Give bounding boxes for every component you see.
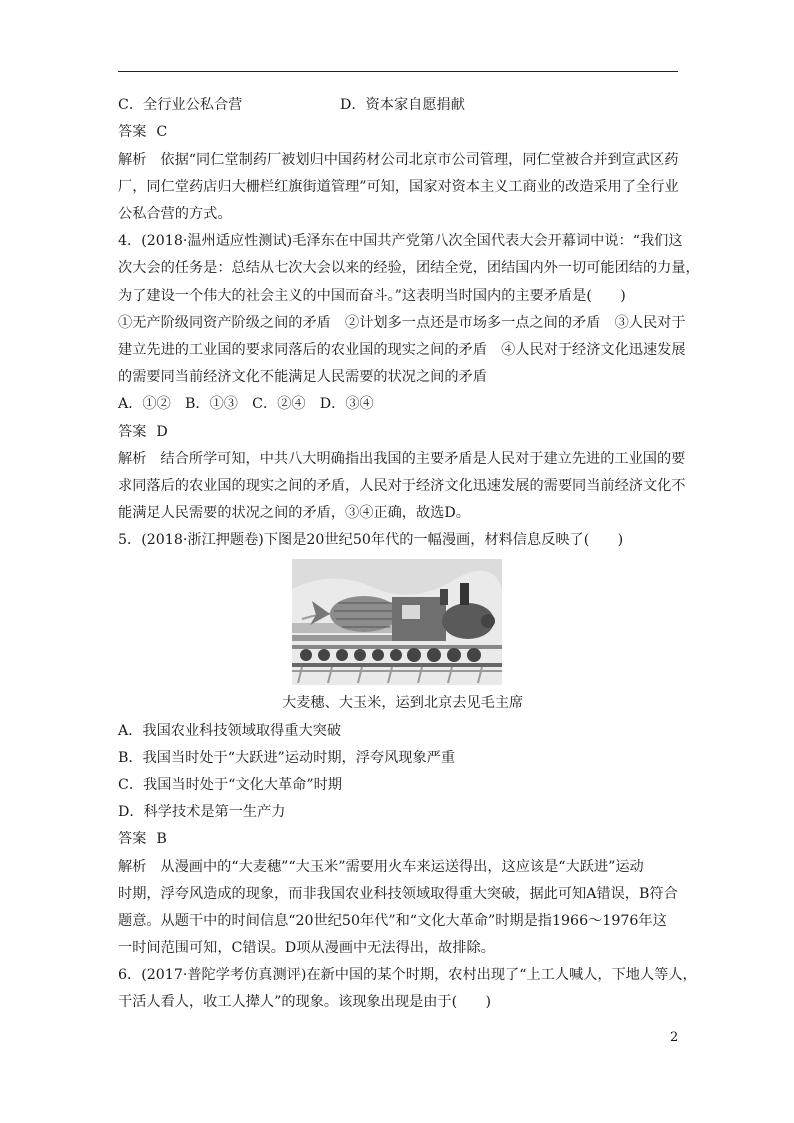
explanation-text: 结合所学可知，中共八大明确指出我国的主要矛盾是人民对于建立先进的工业国的要	[160, 451, 686, 467]
explanation-text: 依据“同仁堂制药厂被划归中国药材公司北京市公司管理，同仁堂被合并到宣武区药	[160, 152, 679, 168]
answer-value: C	[156, 124, 168, 140]
explanation-label: 解析	[118, 451, 147, 467]
q5-option-a: A．我国农业科技领域取得重大突破	[118, 723, 342, 739]
q4-explanation-line: 求同落后的农业国的现实之间的矛盾，人民对于经济文化迅速发展的需要同当前经济文化不	[118, 478, 686, 494]
q5-explanation-line: 一时间范围可知，C错误。D项从漫画中无法得出，故排除。	[118, 940, 495, 956]
q4-answer	[118, 422, 168, 442]
q5-stem: 5．(2018·浙江押题卷)下图是20世纪50年代的一幅漫画，材料信息反映了( )	[118, 532, 624, 548]
q3-explanation-line: 厂，同仁堂药店归大栅栏红旗街道管理”可知，国家对资本主义工商业的改造采用了全行业	[118, 179, 679, 195]
q3-explanation-line	[118, 150, 678, 170]
q5-option-d: D．科学技术是第一生产力	[118, 804, 286, 820]
q5-explanation-line: 时期，浮夸风造成的现象，而非我国农业科技领域取得重大突破，据此可知A错误，B符合	[118, 886, 678, 902]
explanation-label: 解析	[118, 152, 147, 168]
q5-explanation-line: 题意。从题干中的时间信息“20世纪50年代”和“文化大革命”时期是指1966～1976年这	[118, 913, 667, 929]
q6-stem-line: 6．(2017·普陀学考仿真测评)在新中国的某个时期，农村出现了“上工人喊人，下地人等人，	[118, 967, 697, 983]
q3-option-d: D．资本家自愿捐献	[340, 97, 465, 113]
q4-stem-line: 4．(2018·温州适应性测试)毛泽东在中国共产党第八次全国代表大会开幕词中说：“我们这	[118, 233, 683, 249]
q6-stem-line: 干活人看人，收工人撵人”的现象。该现象出现是由于( )	[118, 994, 492, 1010]
page-number: 2	[670, 1030, 679, 1045]
q4-item-line: ①无产阶级同资产阶级之间的矛盾 ②计划多一点还是市场多一点之间的矛盾 ③人民对于	[118, 315, 686, 331]
cartoon-caption: 大麦穗、大玉米，运到北京去见毛主席	[282, 695, 524, 711]
q5-option-c: C．我国当时处于“文化大革命”时期	[118, 777, 342, 793]
q4-stem-line: 次大会的任务是：总结从七次大会以来的经验，团结全党，团结国内外一切可能团结的力量，	[118, 260, 700, 276]
q5-option-b: B．我国当时处于“大跃进”运动时期，浮夸风现象严重	[118, 750, 456, 766]
q3-answer	[118, 122, 167, 142]
q5-explanation-line	[118, 857, 644, 877]
q4-item-line: 的需要同当前经济文化不能满足人民需要的状况之间的矛盾	[118, 369, 487, 385]
explanation-label: 解析	[118, 859, 147, 875]
q4-options: A．①② B．①③ C．②④ D．③④	[118, 396, 374, 412]
q4-explanation-line: 能满足人民需要的状况之间的矛盾，③④正确，故选D。	[118, 505, 470, 521]
q4-stem-line: 为了建设一个伟大的社会主义的中国而奋斗。”这表明当时国内的主要矛盾是( )	[118, 288, 626, 304]
q3-options-row	[118, 95, 465, 115]
answer-value: D	[156, 424, 168, 440]
answer-value: B	[156, 831, 167, 847]
answer-label: 答案	[118, 424, 147, 440]
answer-label: 答案	[118, 124, 147, 140]
cartoon-image	[292, 559, 502, 685]
explanation-text: 从漫画中的“大麦穗”“大玉米”需要用火车来运送得出，这应该是“大跃进”运动	[160, 859, 644, 875]
q5-answer	[118, 829, 167, 849]
q4-explanation-line	[118, 449, 685, 469]
q4-item-line: 建立先进的工业国的要求同落后的农业国的现实之间的矛盾 ④人民对于经济文化迅速发展	[118, 342, 686, 358]
header-rule	[118, 71, 678, 72]
answer-label: 答案	[118, 831, 147, 847]
q3-explanation-line: 公私合营的方式。	[118, 206, 232, 222]
q3-option-c: C．全行业公私合营	[118, 97, 243, 113]
